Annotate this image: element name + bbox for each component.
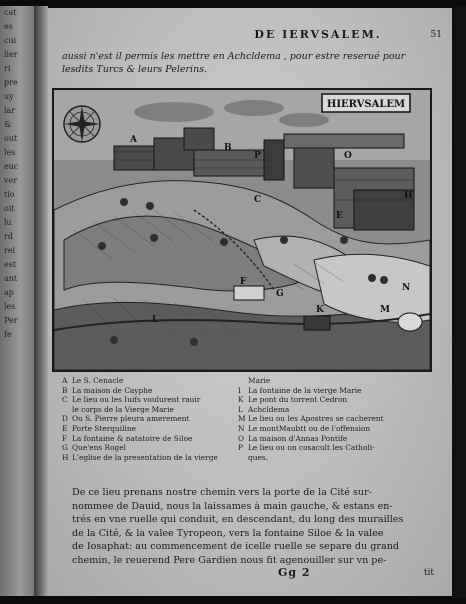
prev-page-fragment: ant	[4, 274, 18, 283]
body-line: nommee de Dauid, nous la laissames à main gauche, & estans en-	[72, 500, 393, 512]
legend-text: Marie	[248, 376, 271, 385]
previous-page-edge	[0, 6, 35, 596]
legend-key: O	[238, 433, 245, 443]
legend-key: M	[238, 414, 246, 424]
plate-title-cartouche	[322, 94, 410, 112]
legend-entry	[62, 376, 232, 386]
legend-entry	[62, 443, 232, 453]
prev-page-fragment: ver	[4, 176, 18, 185]
legend-text: Le S. Cenacle	[72, 376, 124, 385]
engraving-plate	[52, 88, 432, 372]
legend-key: B	[62, 385, 68, 395]
legend-entry	[62, 424, 232, 434]
legend-key: I	[238, 385, 241, 395]
legend-text: Achcldema	[248, 404, 290, 414]
signature-mark: Gg 2	[278, 566, 311, 579]
svg-text:H: H	[404, 191, 413, 201]
prev-page-fragment: lier	[4, 50, 18, 59]
svg-text:A: A	[130, 135, 137, 145]
legend-column-right	[238, 376, 418, 462]
body-line: chemin, le reuerend Pere Gardien nous fit agenouiller sur vn pe-	[72, 554, 387, 566]
legend-text: Le pont du torrent Cedron	[248, 395, 348, 405]
legend-key: K	[238, 395, 244, 405]
book-page	[48, 8, 452, 596]
legend-entry	[238, 376, 418, 386]
legend-key: N	[238, 423, 245, 433]
legend-key: F	[62, 433, 68, 443]
legend-text: Le lieu ou les Iuifs voulurent rauir	[72, 395, 201, 405]
legend-entry	[238, 405, 418, 415]
right-scan-edge	[452, 6, 466, 598]
folio-number: 51	[430, 30, 442, 40]
prev-page-fragment: rei	[4, 246, 16, 255]
legend-entry	[62, 414, 232, 424]
book-gutter	[34, 6, 48, 596]
legend-key: L	[238, 404, 243, 414]
legend-entry	[238, 443, 418, 453]
prev-page-fragment: tio	[4, 190, 15, 199]
body-line: de Iosaphat: au commencement de icelle ruelle se separe du grand	[72, 541, 400, 553]
svg-text:C: C	[254, 195, 262, 205]
jerusalem-engraving	[54, 90, 430, 370]
svg-text:G: G	[276, 289, 284, 299]
legend-entry	[62, 395, 232, 405]
legend-key	[238, 453, 248, 463]
body-text	[72, 486, 438, 568]
prev-page-fragment: cat	[4, 8, 17, 17]
prev-page-fragment: euc	[4, 162, 19, 171]
legend-entry	[238, 395, 418, 405]
svg-text:K: K	[316, 305, 324, 315]
body-line: de la Cité, & la valee Tyropeon, vers la fontaine Siloe & la valee	[72, 527, 384, 539]
prev-page-fragment: ap	[4, 288, 14, 297]
prev-page-fragment: &	[4, 120, 12, 129]
page-footer	[48, 566, 448, 582]
catchword: tit	[423, 568, 434, 578]
legend-text: Porte Sterquiline	[72, 423, 137, 433]
svg-text:F: F	[240, 277, 247, 287]
legend-key: P	[238, 443, 243, 453]
legend-text: La fontaine & natatoire de Siloe	[72, 433, 193, 443]
legend-key	[62, 405, 72, 415]
legend-text: le corps de la Vierge Marie	[72, 404, 174, 414]
legend-entry	[62, 453, 232, 463]
legend-entry	[238, 414, 418, 424]
compass-rose-icon	[64, 106, 100, 142]
legend-text: Le montMaubtt ou de l'offension	[248, 423, 371, 433]
top-text: aussi n'est il permis les mettre en Achcldema , pour estre reserué pour lesdits Turcs & leurs Pelerins.	[62, 51, 406, 75]
prev-page-fragment: pre	[4, 78, 18, 87]
legend-text: Le lieu ou les Apostres se cacherent	[248, 414, 384, 424]
svg-text:B: B	[224, 143, 232, 153]
prev-page-fragment: les	[4, 302, 16, 311]
prev-page-fragment: est	[4, 260, 17, 269]
legend-text: La maison de Cayphe	[72, 385, 153, 395]
prev-page-fragment: oit	[4, 204, 15, 213]
prev-page-fragment: lar	[4, 106, 16, 115]
legend-key: E	[62, 423, 68, 433]
legend-key: H	[62, 452, 69, 462]
svg-text:HIERVSALEM: HIERVSALEM	[326, 99, 406, 110]
svg-text:E: E	[336, 211, 343, 221]
prev-page-fragment: uy	[4, 92, 14, 101]
legend-text: Que'ens Rogel	[72, 443, 126, 453]
prev-page-fragment: les	[4, 148, 16, 157]
legend-column-left	[62, 376, 232, 462]
plate-legend	[62, 376, 432, 486]
prev-page-fragment: Per	[4, 316, 18, 325]
legend-key: G	[62, 443, 68, 453]
legend-text: ques.	[248, 452, 269, 462]
prev-page-fragment: ri	[4, 64, 11, 73]
legend-entry	[238, 424, 418, 434]
legend-key: D	[62, 414, 68, 424]
legend-entry	[238, 386, 418, 396]
svg-text:O: O	[344, 151, 352, 161]
prev-page-fragment: out	[4, 134, 18, 143]
legend-entry	[62, 434, 232, 444]
legend-text: L'eglise de la presentation de la vierge	[72, 452, 218, 462]
prev-page-fragment: es	[4, 22, 13, 31]
legend-key	[238, 376, 248, 386]
legend-text: La maison d'Annas Pontife	[248, 433, 348, 443]
body-line: De ce lieu prenans nostre chemin vers la porte de la Cité sur-	[72, 487, 372, 498]
legend-text: Le lieu ou on cosacult les Catholi-	[248, 443, 375, 453]
legend-text: Ou S. Pierre pleura amerement	[72, 414, 190, 424]
legend-entry	[238, 434, 418, 444]
svg-text:M: M	[380, 305, 390, 315]
legend-entry	[62, 386, 232, 396]
svg-text:P: P	[254, 151, 261, 161]
legend-entry	[238, 453, 418, 463]
running-head: DE IERVSALEM.	[254, 28, 382, 41]
prev-page-fragment: fe	[4, 330, 12, 339]
prev-page-fragment: lu	[4, 218, 12, 227]
body-line: trés en vne ruelle qui conduit, en descendant, du long des murailles	[72, 514, 404, 526]
legend-entry	[62, 405, 232, 415]
legend-text: La fontaine de la vierge Marie	[248, 385, 362, 395]
prev-page-fragment: cui	[4, 36, 17, 45]
legend-key: C	[62, 395, 68, 405]
svg-text:N: N	[402, 283, 411, 293]
svg-text:L: L	[152, 315, 159, 325]
prev-page-fragment: rd	[4, 232, 13, 241]
legend-key: A	[62, 376, 68, 385]
